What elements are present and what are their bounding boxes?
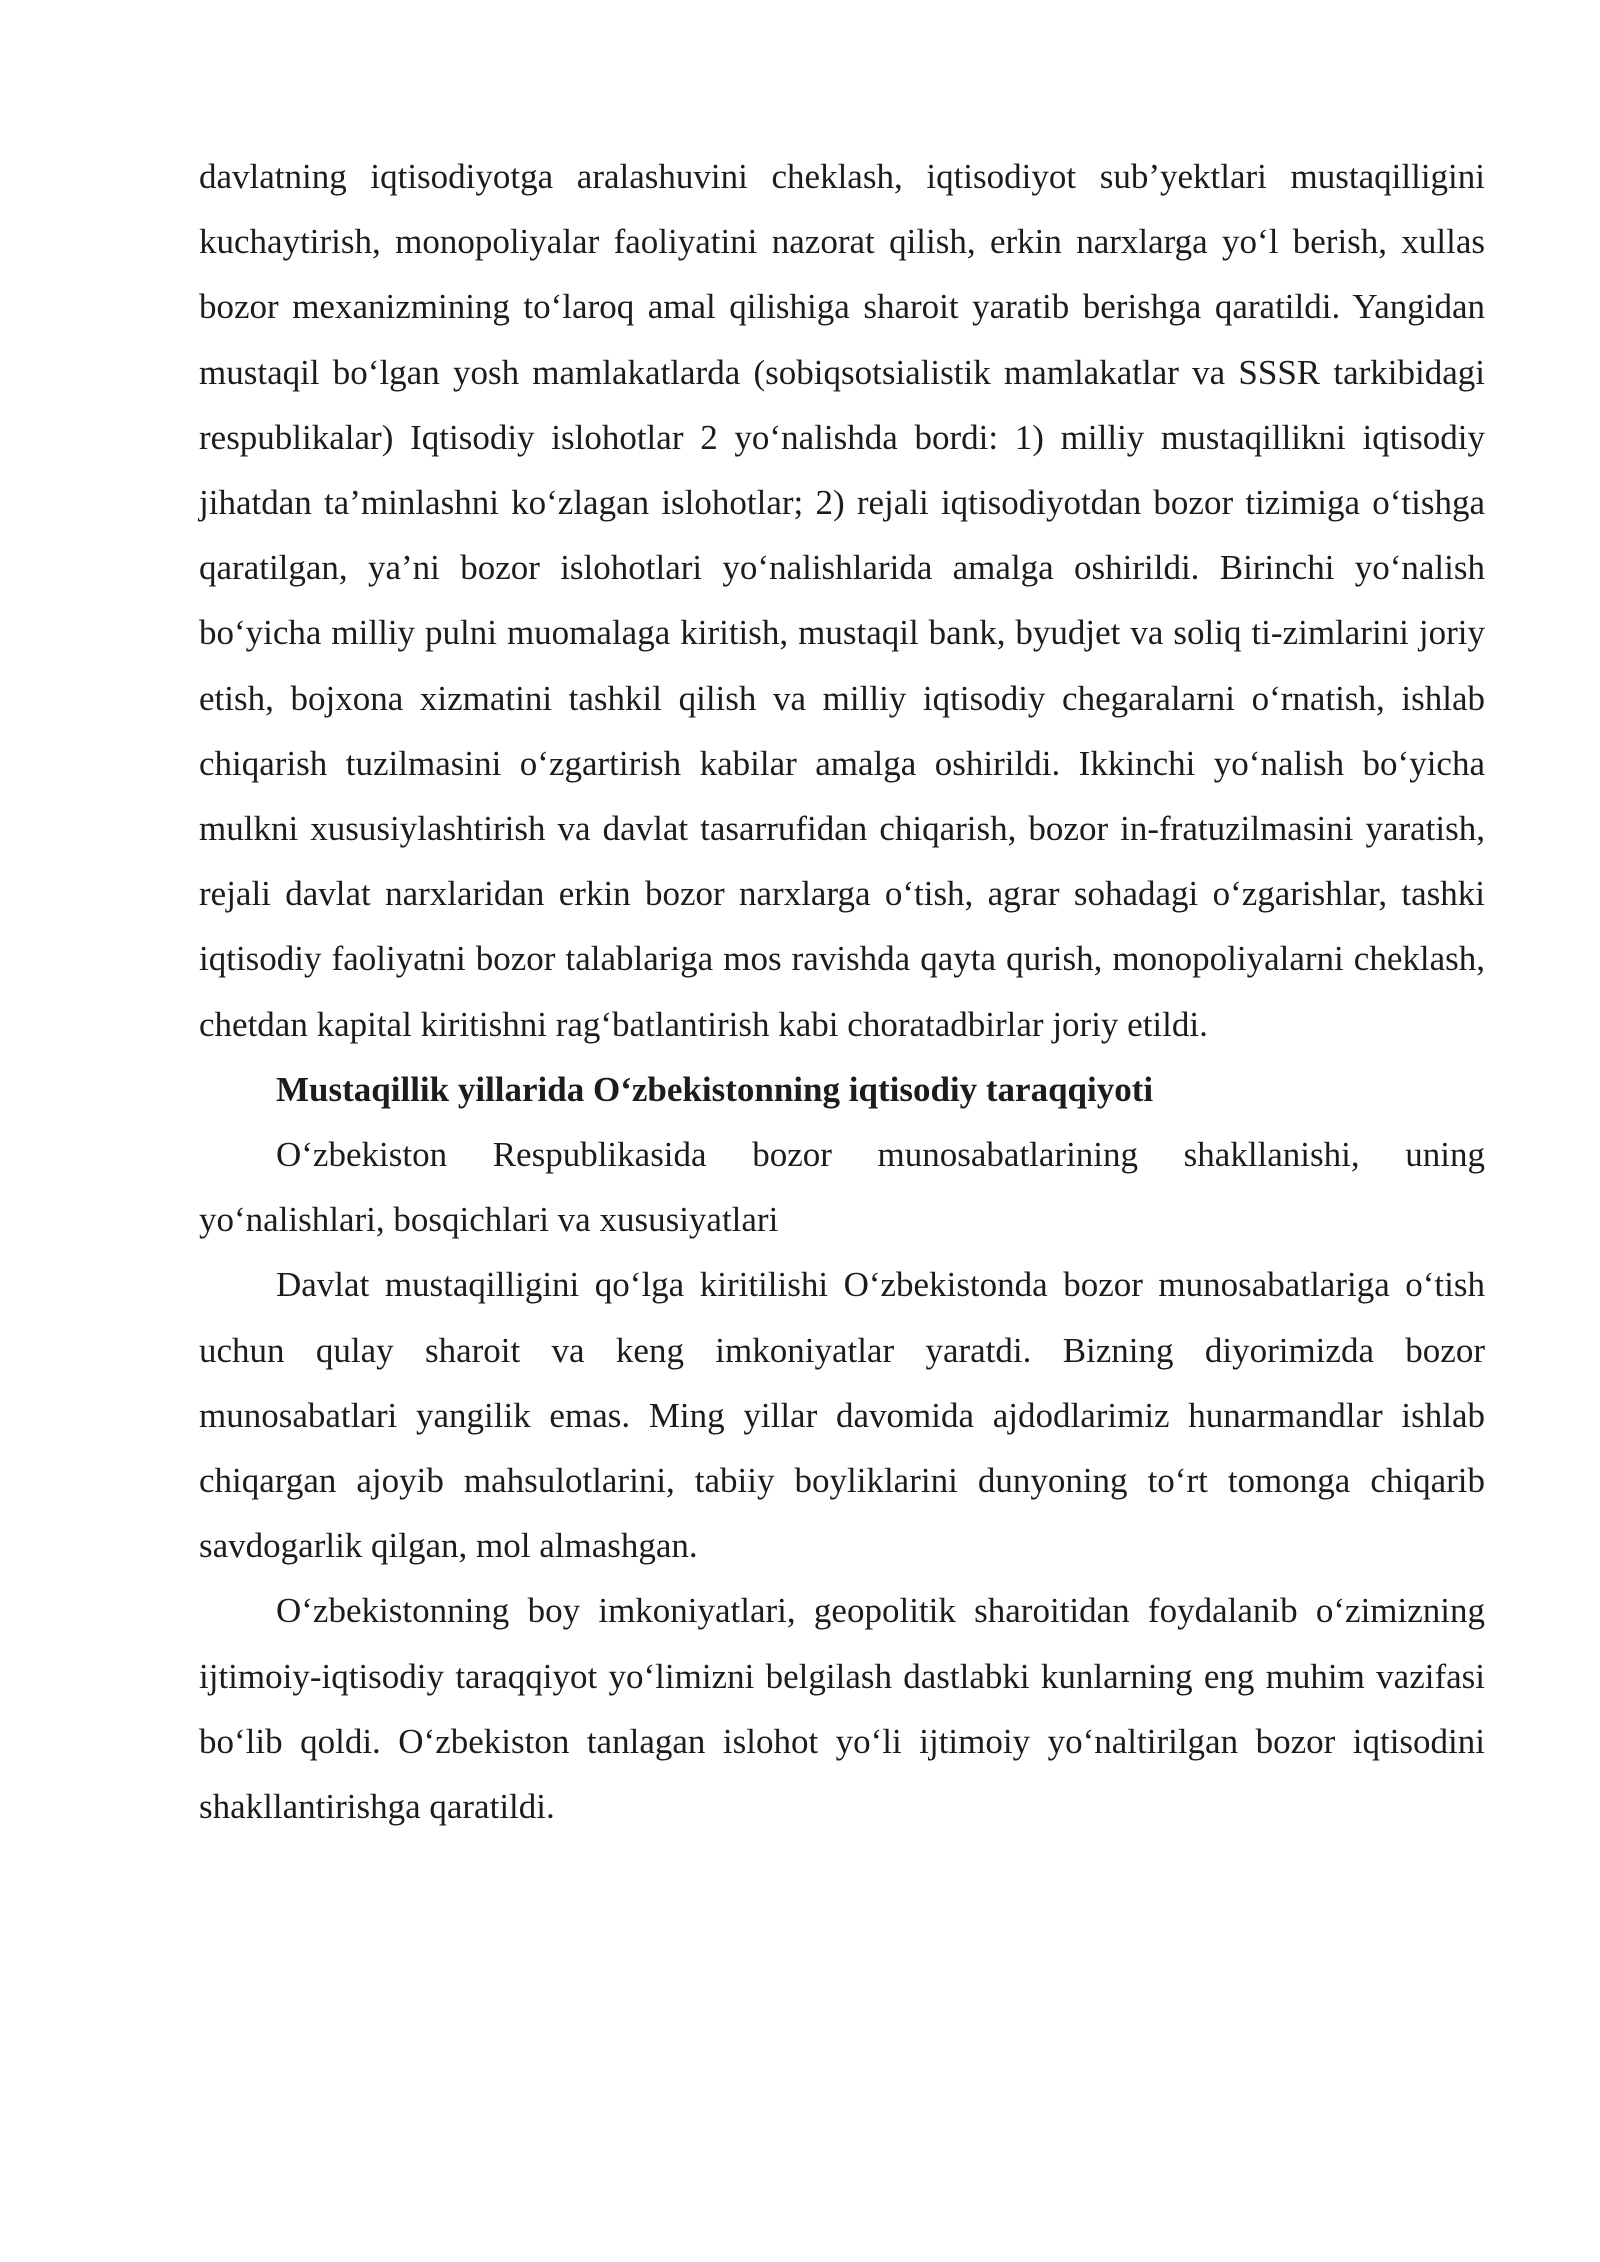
paragraph-3: Davlat mustaqilligini qo‘lga kiritilishi O‘zbekistonda bozor munosabatlariga o‘tish uchun qulay sharoit va keng imkoniyatlar yaratdi. Bizning diyorimizda bozor munosabatlari yangilik emas. Ming yillar davomida ajdodlarimiz hunarmandlar ishlab chiqargan ajoyib mahsulotlarini, tabiiy boyliklarini dunyoning to‘rt tomonga chiqarib savdogarlik qilgan, mol almashgan. bbox=[199, 1265, 1485, 1566]
paragraph-1: davlatning iqtisodiyotga aralashuvini cheklash, iqtisodiyot sub’yektlari mustaqilligini kuchaytirish, monopoliyalar faoliyatini nazorat qilish, erkin narxlarga yo‘l berish, xullas bozor mexanizmining to‘laroq amal qilishiga sharoit yaratib berishga qaratildi. Yangidan mustaqil bo‘lgan yosh mamlakatlarda (sobiqsotsialistik mamlakatlar va SSSR tarkibidagi respublikalar) Iqtisodiy islohotlar 2 yo‘nalishda bordi: 1) milliy mustaqillikni iqtisodiy jihatdan ta’minlashni ko‘zlagan islohotlar; 2) rejali iqtisodiyotdan bozor tizimiga o‘tishga qaratilgan, ya’ni bozor islohotlari yo‘nalishlarida amalga oshirildi. Birinchi yo‘nalish bo‘yicha milliy pulni muomalaga kiritish, mustaqil bank, byudjet va soliq ti-zimlarini joriy etish, bojxona xizmatini tashkil qilish va milliy iqtisodiy chegaralarni o‘rnatish, ishlab chiqarish tuzilmasini o‘zgartirish kabilar amalga oshirildi. Ikkinchi yo‘nalish bo‘yicha mulkni xususiylashtirish va davlat tasarrufidan chiqarish, bozor in-fratuzilmasini yaratish, rejali davlat narxlaridan erkin bozor narxlarga o‘tish, agrar sohadagi o‘zgarishlar, tashki iqtisodiy faoliyatni bozor talablariga mos ravishda qayta qurish, monopoliyalarni cheklash, chetdan kapital kiritishni rag‘batlantirish kabi choratadbirlar joriy etildi. bbox=[199, 157, 1485, 1044]
document-page bbox=[199, 144, 1485, 1839]
section-heading: Mustaqillik yillarida O‘zbekistonning iqtisodiy taraqqiyoti bbox=[276, 1069, 1154, 1109]
paragraph-2: O‘zbekiston Respublikasida bozor munosabatlarining shakllanishi, uning yo‘nalishlari, bosqichlari va xususiyatlari bbox=[199, 1135, 1485, 1240]
paragraph-4: O‘zbekistonning boy imkoniyatlari, geopolitik sharoitidan foydalanib o‘zimizning ijtimoiy-iqtisodiy taraqqiyot yo‘limizni belgilash dastlabki kunlarning eng muhim vazifasi bo‘lib qoldi. O‘zbekiston tanlagan islohot yo‘li ijtimoiy yo‘naltirilgan bozor iqtisodini shakllantirishga qaratildi. bbox=[199, 1591, 1485, 1827]
